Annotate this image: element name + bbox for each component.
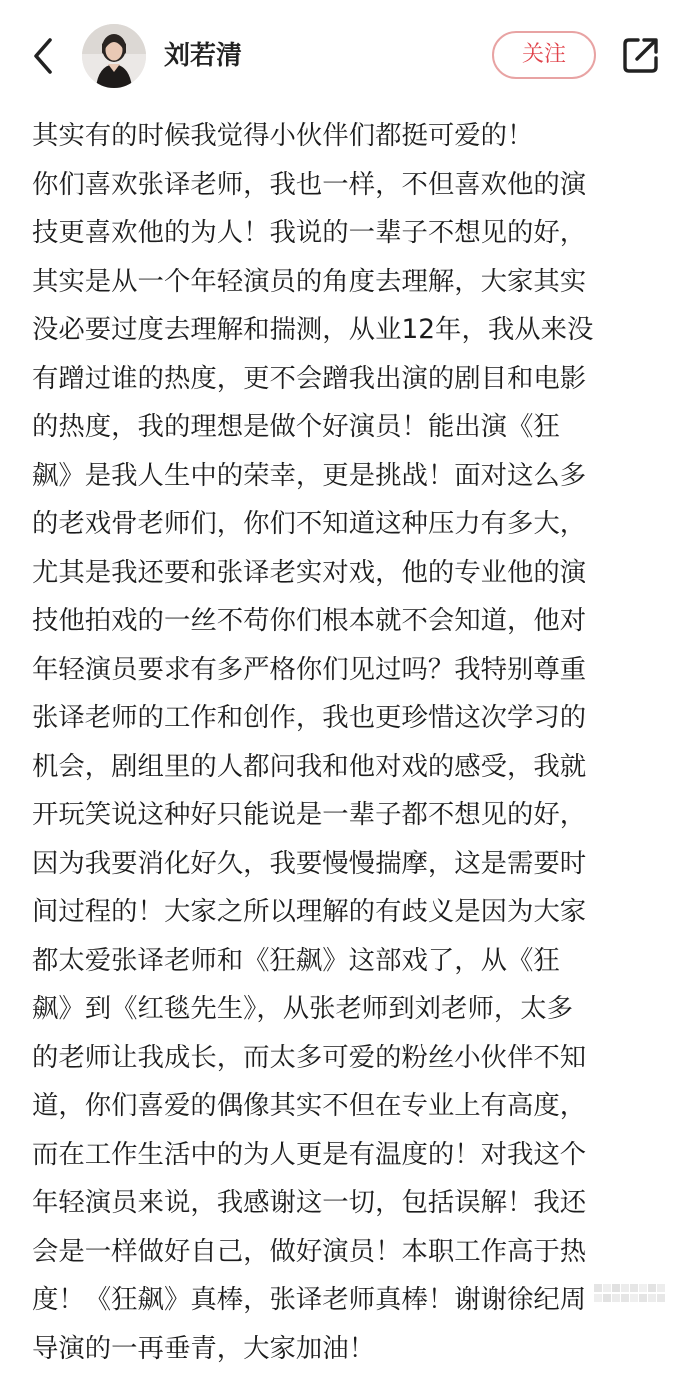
post-text-line: 都太爱张译老师和《狂飙》这部戏了，从《狂 bbox=[32, 937, 672, 986]
post-text-line: 张译老师的工作和创作，我也更珍惜这次学习的 bbox=[32, 694, 672, 743]
avatar[interactable] bbox=[82, 24, 146, 88]
chevron-left-icon bbox=[24, 32, 64, 80]
post-text-line: 因为我要消化好久，我要慢慢揣摩，这是需要时 bbox=[32, 840, 672, 889]
post-text-line: 有蹭过谁的热度，更不会蹭我出演的剧目和电影 bbox=[32, 355, 672, 404]
post-text-line: 飙》是我人生中的荣幸，更是挑战！面对这么多 bbox=[32, 452, 672, 501]
post-text-line: 导演的一再垂青，大家加油！ bbox=[32, 1325, 672, 1373]
post-text-line: 会是一样做好自己，做好演员！本职工作高于热 bbox=[32, 1228, 672, 1277]
back-button[interactable] bbox=[24, 32, 64, 80]
post-text-line: 机会，剧组里的人都问我和他对戏的感受，我就 bbox=[32, 743, 672, 792]
post-text-line: 飙》到《红毯先生》，从张老师到刘老师，太多 bbox=[32, 985, 672, 1034]
post-text-line: 没必要过度去理解和揣测，从业12年，我从来没 bbox=[32, 306, 672, 355]
share-out-icon bbox=[620, 34, 662, 76]
watermark-mosaic-graphic bbox=[594, 1282, 670, 1306]
post-text-line: 的老师让我成长，而太多可爱的粉丝小伙伴不知 bbox=[32, 1034, 672, 1083]
follow-button[interactable]: 关注 bbox=[492, 31, 596, 79]
post-body bbox=[32, 112, 672, 1373]
post-text-line: 尤其是我还要和张译老实对戏，他的专业他的演 bbox=[32, 549, 672, 598]
post-text-line: 度！《狂飙》真棒，张译老师真棒！谢谢徐纪周 bbox=[32, 1276, 672, 1325]
post-text-line: 技他拍戏的一丝不苟你们根本就不会知道，他对 bbox=[32, 597, 672, 646]
avatar-photo bbox=[82, 24, 146, 88]
post-text-line: 其实是从一个年轻演员的角度去理解，大家其实 bbox=[32, 258, 672, 307]
post-text-line: 开玩笑说这种好只能说是一辈子都不想见的好， bbox=[32, 791, 672, 840]
post-text-line: 年轻演员要求有多严格你们见过吗？我特别尊重 bbox=[32, 646, 672, 695]
post-text-line: 年轻演员来说，我感谢这一切，包括误解！我还 bbox=[32, 1179, 672, 1228]
top-bar bbox=[0, 0, 690, 112]
post-text-line: 其实有的时候我觉得小伙伴们都挺可爱的！ bbox=[32, 112, 672, 161]
user-name[interactable]: 刘若清 bbox=[164, 36, 242, 76]
share-button[interactable] bbox=[620, 34, 662, 76]
post-text-line: 技更喜欢他的为人！我说的一辈子不想见的好， bbox=[32, 209, 672, 258]
post-text-line: 的老戏骨老师们，你们不知道这种压力有多大， bbox=[32, 500, 672, 549]
post-text-line: 道，你们喜爱的偶像其实不但在专业上有高度， bbox=[32, 1082, 672, 1131]
post-text-line: 间过程的！大家之所以理解的有歧义是因为大家 bbox=[32, 888, 672, 937]
watermark-mosaic bbox=[594, 1282, 670, 1306]
post-text-line: 的热度，我的理想是做个好演员！能出演《狂 bbox=[32, 403, 672, 452]
post-text-line: 你们喜欢张译老师，我也一样，不但喜欢他的演 bbox=[32, 161, 672, 210]
post-text-line: 而在工作生活中的为人更是有温度的！对我这个 bbox=[32, 1131, 672, 1180]
